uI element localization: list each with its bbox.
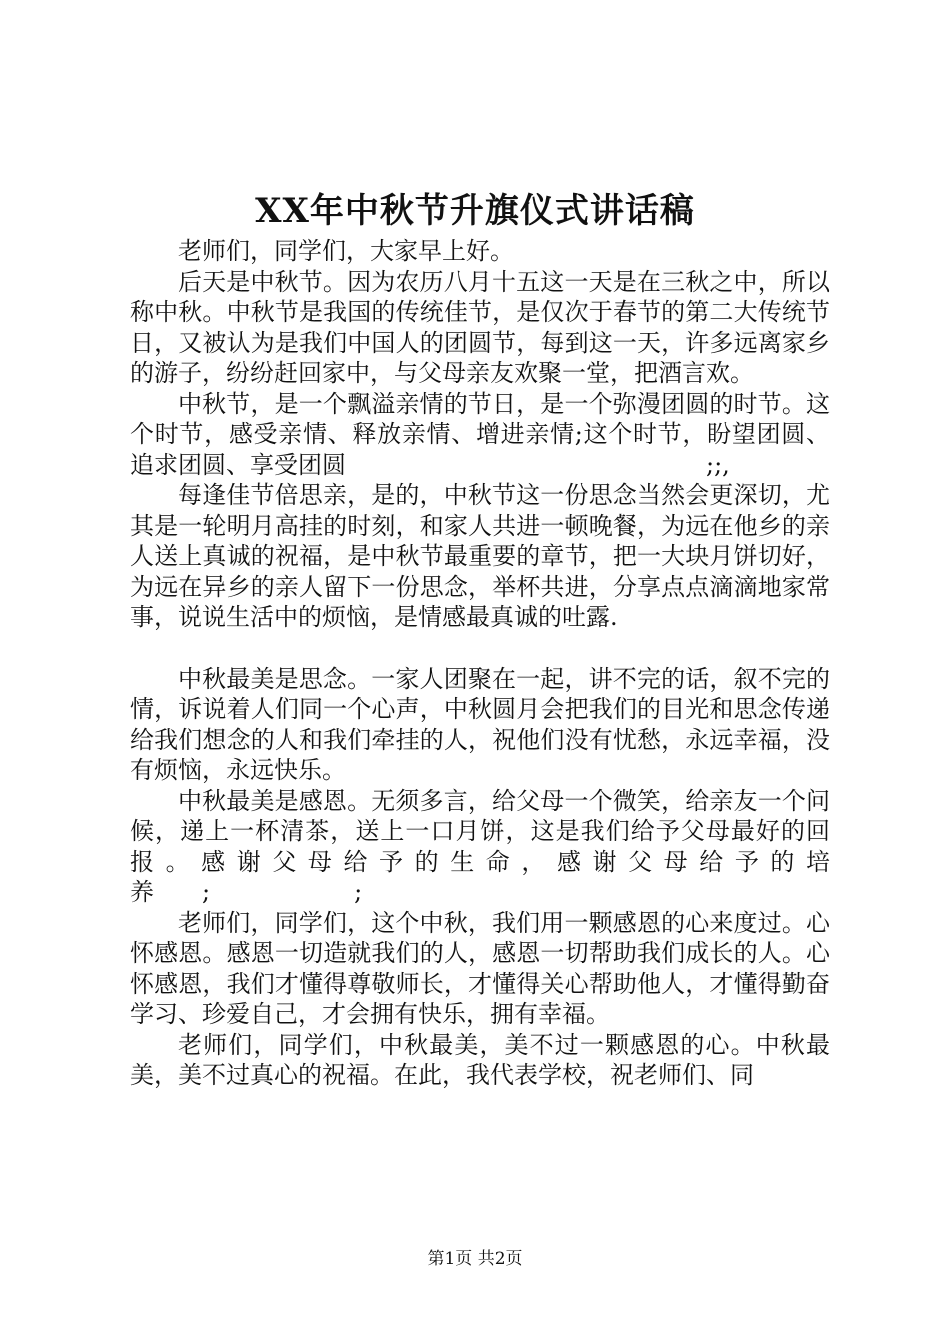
document-body — [130, 236, 830, 1091]
paragraph-thankful-heart: 老师们，同学们，这个中秋，我们用一颗感恩的心来度过。心怀感恩。感恩一切造就我们的人，感恩一切帮助我们成长的人。心怀感恩，我们才懂得尊敬师长，才懂得关心帮助他人，才懂得勤奋学习、珍爱自己，才会拥有快乐，拥有幸福。 — [130, 908, 830, 1028]
paragraph-longing: 中秋最美是思念。一家人团聚在一起，讲不完的话，叙不完的情，诉说着人们同一个心声，中秋圆月会把我们的目光和思念传递给我们想念的人和我们牵挂的人，祝他们没有忧愁，永远幸福，没有烦恼，永远快乐。 — [130, 664, 830, 784]
paragraph-family: 中秋节，是一个飘溢亲情的节日，是一个弥漫团圆的时节。这个时节，感受亲情、释放亲情、增进亲情;这个时节，盼望团圆、追求团圆、享受团圆 ;;, — [130, 389, 830, 479]
page-footer: 第1页 共2页 — [427, 1249, 523, 1269]
paragraph-intro: 后天是中秋节。因为农历八月十五这一天是在三秋之中，所以称中秋。中秋节是我国的传统佳节，是仅次于春节的第二大传统节日，又被认为是我们中国人的团圆节，每到这一天，许多远离家乡的游子，纷纷赶回家中，与父母亲友欢聚一堂，把酒言欢。 — [130, 267, 830, 387]
paragraph-blessing: 老师们，同学们，中秋最美，美不过一颗感恩的心。中秋最美，美不过真心的祝福。在此，我代表学校，祝老师们、同 — [130, 1030, 830, 1089]
paragraph-gratitude: 中秋最美是感恩。无须多言，给父母一个微笑，给亲友一个问候，递上一杯清茶，送上一口月饼，这是我们给予父母最好的回报。感谢父母给予的生命，感谢父母给予的培养 ; ; — [130, 786, 830, 906]
paragraph-missing: 每逢佳节倍思亲，是的，中秋节这一份思念当然会更深切，尤其是一轮明月高挂的时刻，和家人共进一顿晚餐，为远在他乡的亲人送上真诚的祝福，是中秋节最重要的章节，把一大块月饼切好，为远在异乡的亲人留下一份思念，举杯共进，分享点点滴滴地家常事，说说生活中的烦恼，是情感最真诚的吐露. — [130, 481, 830, 631]
paragraph-greeting: 老师们，同学们，大家早上好。 — [178, 237, 514, 265]
document-title: XX年中秋节升旗仪式讲话稿 — [255, 191, 695, 231]
